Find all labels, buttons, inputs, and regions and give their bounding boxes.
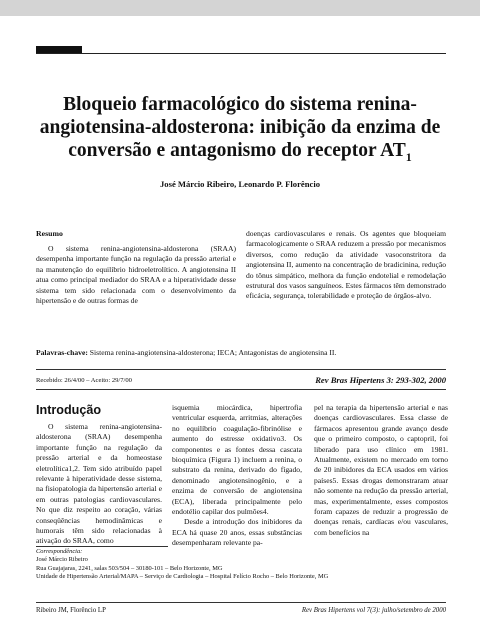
keywords-rule <box>36 369 446 370</box>
abstract-column-1 <box>36 244 236 306</box>
intro-text-2a: isquemia miocárdica, hipertrofia ventricular esquerda, arritmias, alterações no equilíbrio coagulação-fibrinólise e aumento do estresse oxidativo3. Os componentes e as fontes dessa cascata bioquímica (Figura 1) incluem a renina, o substrato da renina, derivado do fígado, denominado angiotensinogênio, e a enzima de conversão de angiotensina (ECA), liberada principalmente pelo endotélio capilar dos pulmões4. <box>172 403 302 517</box>
correspondence-unit: Unidade de Hipertensão Arterial/MAPA – Serviço de Cardiologia – Hospital Felício Rocho – Belo Horizonte, MG <box>36 573 329 581</box>
abstract-heading: Resumo <box>36 229 63 238</box>
footer-rule <box>36 602 446 603</box>
footer-journal: Rev Bras Hipertens vol 7(3): julho/setembro de 2000 <box>301 607 446 614</box>
correspondence-name: José Márcio Ribeiro <box>36 556 88 564</box>
keywords-text: Sistema renina-angiotensina-aldosterona; IECA; Antagonistas de angiotensina II. <box>89 348 337 357</box>
correspondence <box>36 548 456 582</box>
article-title <box>30 93 450 169</box>
abstract-column-2 <box>246 229 446 302</box>
abstract-text-2: doenças cardiovasculares e renais. Os agentes que bloqueiam farmacologicamente o SRAA reduzem a pressão por mecanismos diversos, como redução da atividade vasoconstritora da angiotensina II, aumento na concentração de bradicinina, redução do tônus simpático, melhora da função endotelial e remodelação estrutural dos vasos sanguíneos. Estes fármacos têm demonstrado eficácia, segurança, tolerabilidade e proteção de órgãos-alvo. <box>246 229 446 301</box>
intro-column-2 <box>172 403 302 549</box>
keywords-label: Palavras-chave: <box>36 348 88 357</box>
journal-reference: Rev Bras Hipertens 3: 293-302, 2000 <box>315 375 446 385</box>
received-dates: Recebido: 26/4/00 – Aceito: 29/7/00 <box>36 377 132 384</box>
intro-text-2b: Desde a introdução dos inibidores da ECA há quase 20 anos, essas substâncias desempenharam relevante pa- <box>172 517 302 548</box>
article-title-text: Bloqueio farmacológico do sistema renina-angiotensina-aldosterona: inibição da enzima de conversão e antagonismo do receptor AT <box>39 94 441 161</box>
header-rule <box>36 53 446 54</box>
intro-text-3: pel na terapia da hipertensão arterial e nas doenças cardiovasculares. Essa classe de fármacos apresentou grande avanço desde que o primeiro composto, o captopril, foi liberado para uso clínico em 1981. Atualmente, existem no mercado em torno de 20 inibidores da ECA usados em vários países5. Essas drogas demonstraram atuar não somente na redução da pressão arterial, mas, experimentalmente, esses compostos foram capazes de reduzir a progressão de doenças renais, cardíacas e/ou vasculares, com benefícios na <box>314 403 448 537</box>
authors: José Márcio Ribeiro, Leonardo P. Florêncio <box>160 179 320 189</box>
correspondence-label: Correspondência: <box>36 548 83 555</box>
intro-text-1: O sistema renina-angiotensina-aldosterona (SRAA) desempenha importante função na regulação da pressão arterial e da homeostase eletrolítica1,2. Tem sido atribuído papel relevante à hiperatividade desse sistema, na fisiopatologia da hipertensão arterial e em outras patologias cardiovasculares. No que diz respeito ao coração, várias conseqüências hemodinâmicas e humorais têm sido relacionadas à ativação do SRAA, como <box>36 422 162 546</box>
correspondence-rule <box>36 546 168 547</box>
introduction-heading: Introdução <box>36 403 102 417</box>
keywords <box>36 348 456 357</box>
title-subscript: 1 <box>405 149 412 164</box>
correspondence-address: Rua Guajajaras, 2241, salas 503/504 – 30180-101 – Belo Horizonte, MG <box>36 564 223 572</box>
top-header-bar <box>0 0 480 16</box>
abstract-text-1: O sistema renina-angiotensina-aldosterona (SRAA) desempenha importante função na regulação da pressão arterial e na manutenção do equilíbrio hidroeletrolítico. A angiotensina II atua como principal mediador do SRAA e a hiperatividade desse sistema tem sido relacionada com o desenvolvimento da hipertensão e de outras formas de <box>36 244 236 306</box>
meta-rule <box>36 389 446 390</box>
footer-authors: Ribeiro JM, Florêncio LP <box>36 607 106 614</box>
intro-column-1 <box>36 422 162 547</box>
intro-column-3 <box>314 403 448 538</box>
